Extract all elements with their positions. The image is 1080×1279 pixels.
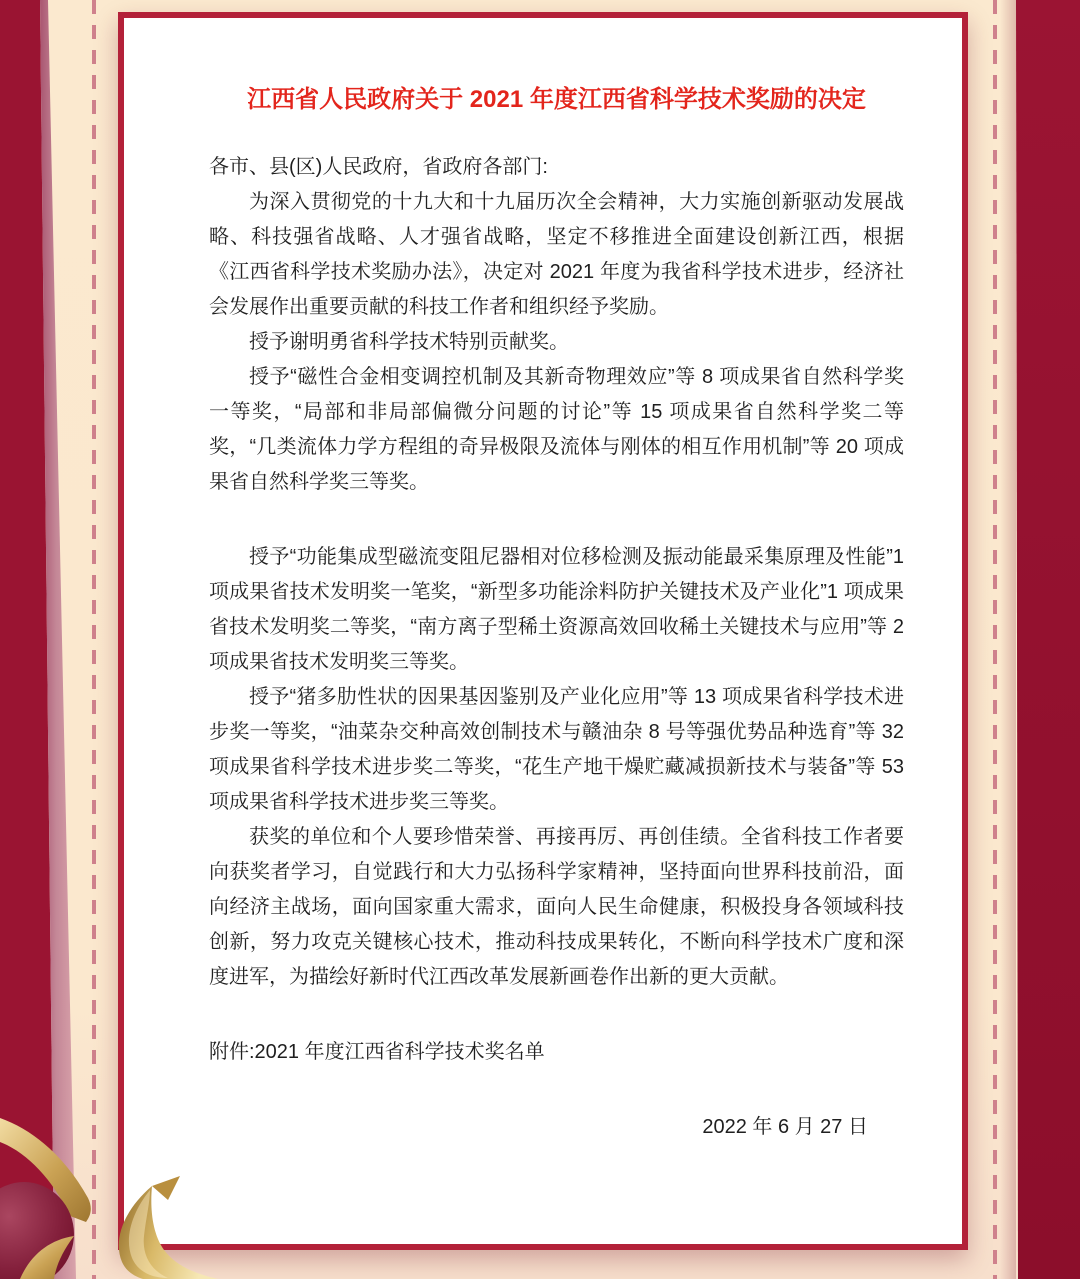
body-paragraph: 授予“猪多肋性状的因果基因鉴别及产业化应用”等 13 项成果省科学技术进步奖一等奖，“油菜杂交种高效创制技术与赣油杂 8 号等强优势品种选育”等 32 项成果省科学技术进步奖二等奖，“花生产地干燥贮藏减损新技术与装备”等 53 项成果省科学技术进步奖三等奖。 <box>209 686 904 813</box>
side-band-right <box>1016 0 1080 1279</box>
body-paragraph: 为深入贯彻党的十九大和十九届历次全会精神，大力实施创新驱动发展战略、科技强省战略、人才强省战略，坚定不移推进全面建设创新江西，根据《江西省科学技术奖励办法》，决定对 2021 年度为我省科学技术进步，经济社会发展作出重要贡献的科技工作者和组织经予奖励。 <box>209 191 904 318</box>
gold-ribbon-icon <box>0 1040 340 1279</box>
body-paragraph: 授予谢明勇省科学技术特别贡献奖。 <box>249 331 569 353</box>
body-paragraphs <box>209 185 904 995</box>
parchment-right-shadow <box>1000 0 1016 1279</box>
ribbon-curl-tip <box>152 1176 180 1200</box>
body-paragraph: 获奖的单位和个人要珍惜荣誉、再接再厉、再创佳绩。全省科技工作者要向获奖者学习，自觉践行和大力弘扬科学家精神，坚持面向世界科技前沿，面向经济主战场，面向国家重大需求，面向人民生命健康，积极投身各领域科技创新，努力攻克关键核心技术，推动科技成果转化，不断向科学技术广度和深度进军，为描绘好新时代江西改革发展新画卷作出新的更大贡献。 <box>209 826 904 988</box>
attachment-line: 附件:2021 年度江西省科学技术奖名单 <box>209 1041 545 1063</box>
body-paragraph: 授予“功能集成型磁流变阻尼器相对位移检测及振动能最采集原理及性能”1 项成果省技术发明奖一笔奖，“新型多功能涂料防护关键技术及产业化”1 项成果省技术发明奖二等奖，“南方离子型稀土资源高效回收稀土关键技术与应用”等 2 项成果省技术发明奖三等奖。 <box>209 546 904 673</box>
date-line: 2022 年 6 月 27 日 <box>702 1116 868 1138</box>
body-paragraph: 授予“磁性合金相变调控机制及其新奇物理效应”等 8 项成果省自然科学奖一等奖，“局部和非局部偏微分问题的讨论”等 15 项成果省自然科学奖二等奖，“几类流体力学方程组的奇异极限及流体与刚体的相互作用机制”等 20 项成果省自然科学奖三等奖。 <box>209 366 904 493</box>
dashed-border-right <box>993 0 997 1279</box>
salutation-line: 各市、县(区)人民政府，省政府各部门: <box>209 156 548 178</box>
document-title: 江西省人民政府关于 2021 年度江西省科学技术奖励的决定 <box>247 86 866 113</box>
